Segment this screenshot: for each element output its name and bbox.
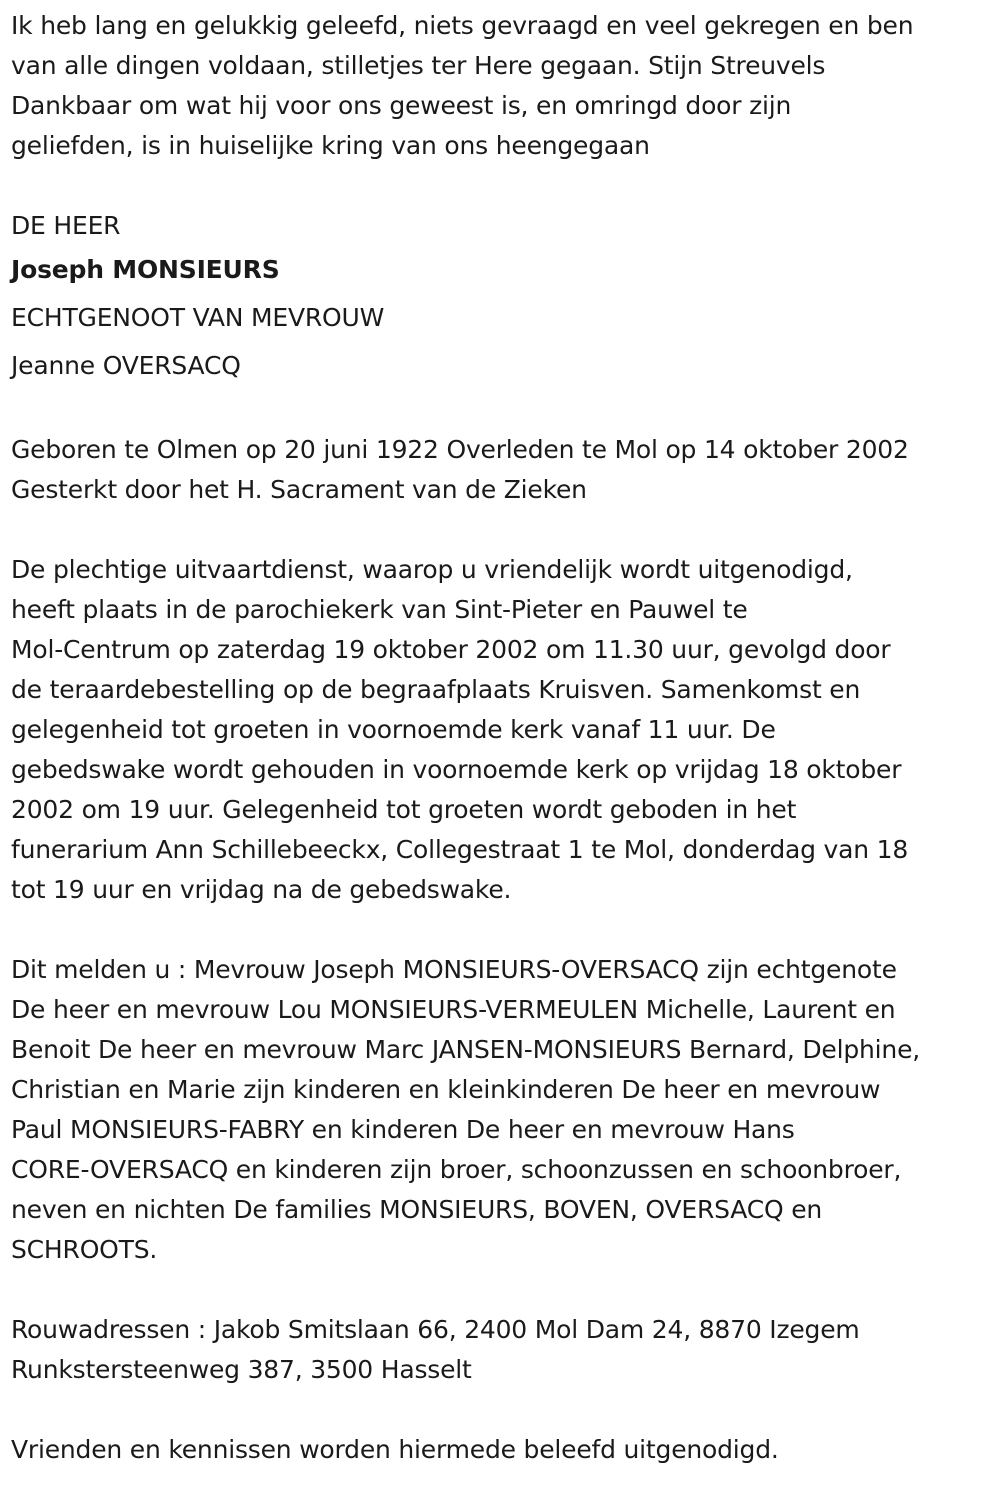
service-paragraph: De plechtige uitvaartdienst, waarop u vriendelijk wordt uitgenodigd, heeft plaats in de parochiekerk van Sint-Pieter en Pauwel te Mol-Centrum op zaterdag 19 oktober 2002 om 11.30 uur, gevolgd door de teraardebestelling op de begraafplaats Kruisven. Samenkomst en gelegenheid tot groeten in voornoemde kerk vanaf 11 uur. De gebedswake wordt gehouden in voornoemde kerk op vrijdag 18 oktober 2002 om 19 uur. Gelegenheid tot groeten wordt geboden in het funerarium Ann Schillebeeckx, Collegestraat 1 te Mol, donderdag van 18 tot 19 uur en vrijdag na de gebedswake.	[11, 555, 909, 904]
dates-paragraph: Geboren te Olmen op 20 juni 1922 Overleden te Mol op 14 oktober 2002 Gesterkt door het H. Sacrament van de Zieken	[11, 435, 909, 504]
closing-paragraph: Vrienden en kennissen worden hiermede beleefd uitgenodigd.	[11, 1435, 779, 1464]
spacer	[11, 1270, 1000, 1310]
honorific: DE HEER	[11, 211, 121, 240]
intro-paragraph: Ik heb lang en gelukkig geleefd, niets gevraagd en veel gekregen en ben van alle dingen voldaan, stilletjes ter Here gegaan. Stijn Streuvels Dankbaar om wat hij voor ons geweest is, en omringd door zijn geliefden, is in huiselijke kring van ons heengegaan	[11, 11, 914, 160]
spacer	[11, 510, 1000, 550]
spacer	[11, 1390, 1000, 1430]
addresses-paragraph: Rouwadressen : Jakob Smitslaan 66, 2400 Mol Dam 24, 8870 Izegem Runkstersteenweg 387, 3500 Hasselt	[11, 1315, 860, 1384]
spacer	[11, 166, 1000, 206]
spouse-label: ECHTGENOOT VAN MEVROUW	[11, 303, 385, 332]
family-paragraph: Dit melden u : Mevrouw Joseph MONSIEURS-OVERSACQ zijn echtgenote De heer en mevrouw Lou MONSIEURS-VERMEULEN Michelle, Laurent en Benoit De heer en mevrouw Marc JANSEN-MONSIEURS Bernard, Delphine, Christian en Marie zijn kinderen en kleinkinderen De heer en mevrouw Paul MONSIEURS-FABRY en kinderen De heer en mevrouw Hans CORE-OVERSACQ en kinderen zijn broer, schoonzussen en schoonbroer, neven en nichten De families MONSIEURS, BOVEN, OVERSACQ en SCHROOTS.	[11, 955, 920, 1264]
spouse-name: Jeanne OVERSACQ	[11, 351, 241, 380]
deceased-name: Joseph MONSIEURS	[11, 255, 280, 284]
spacer	[11, 390, 1000, 430]
spacer	[11, 910, 1000, 950]
